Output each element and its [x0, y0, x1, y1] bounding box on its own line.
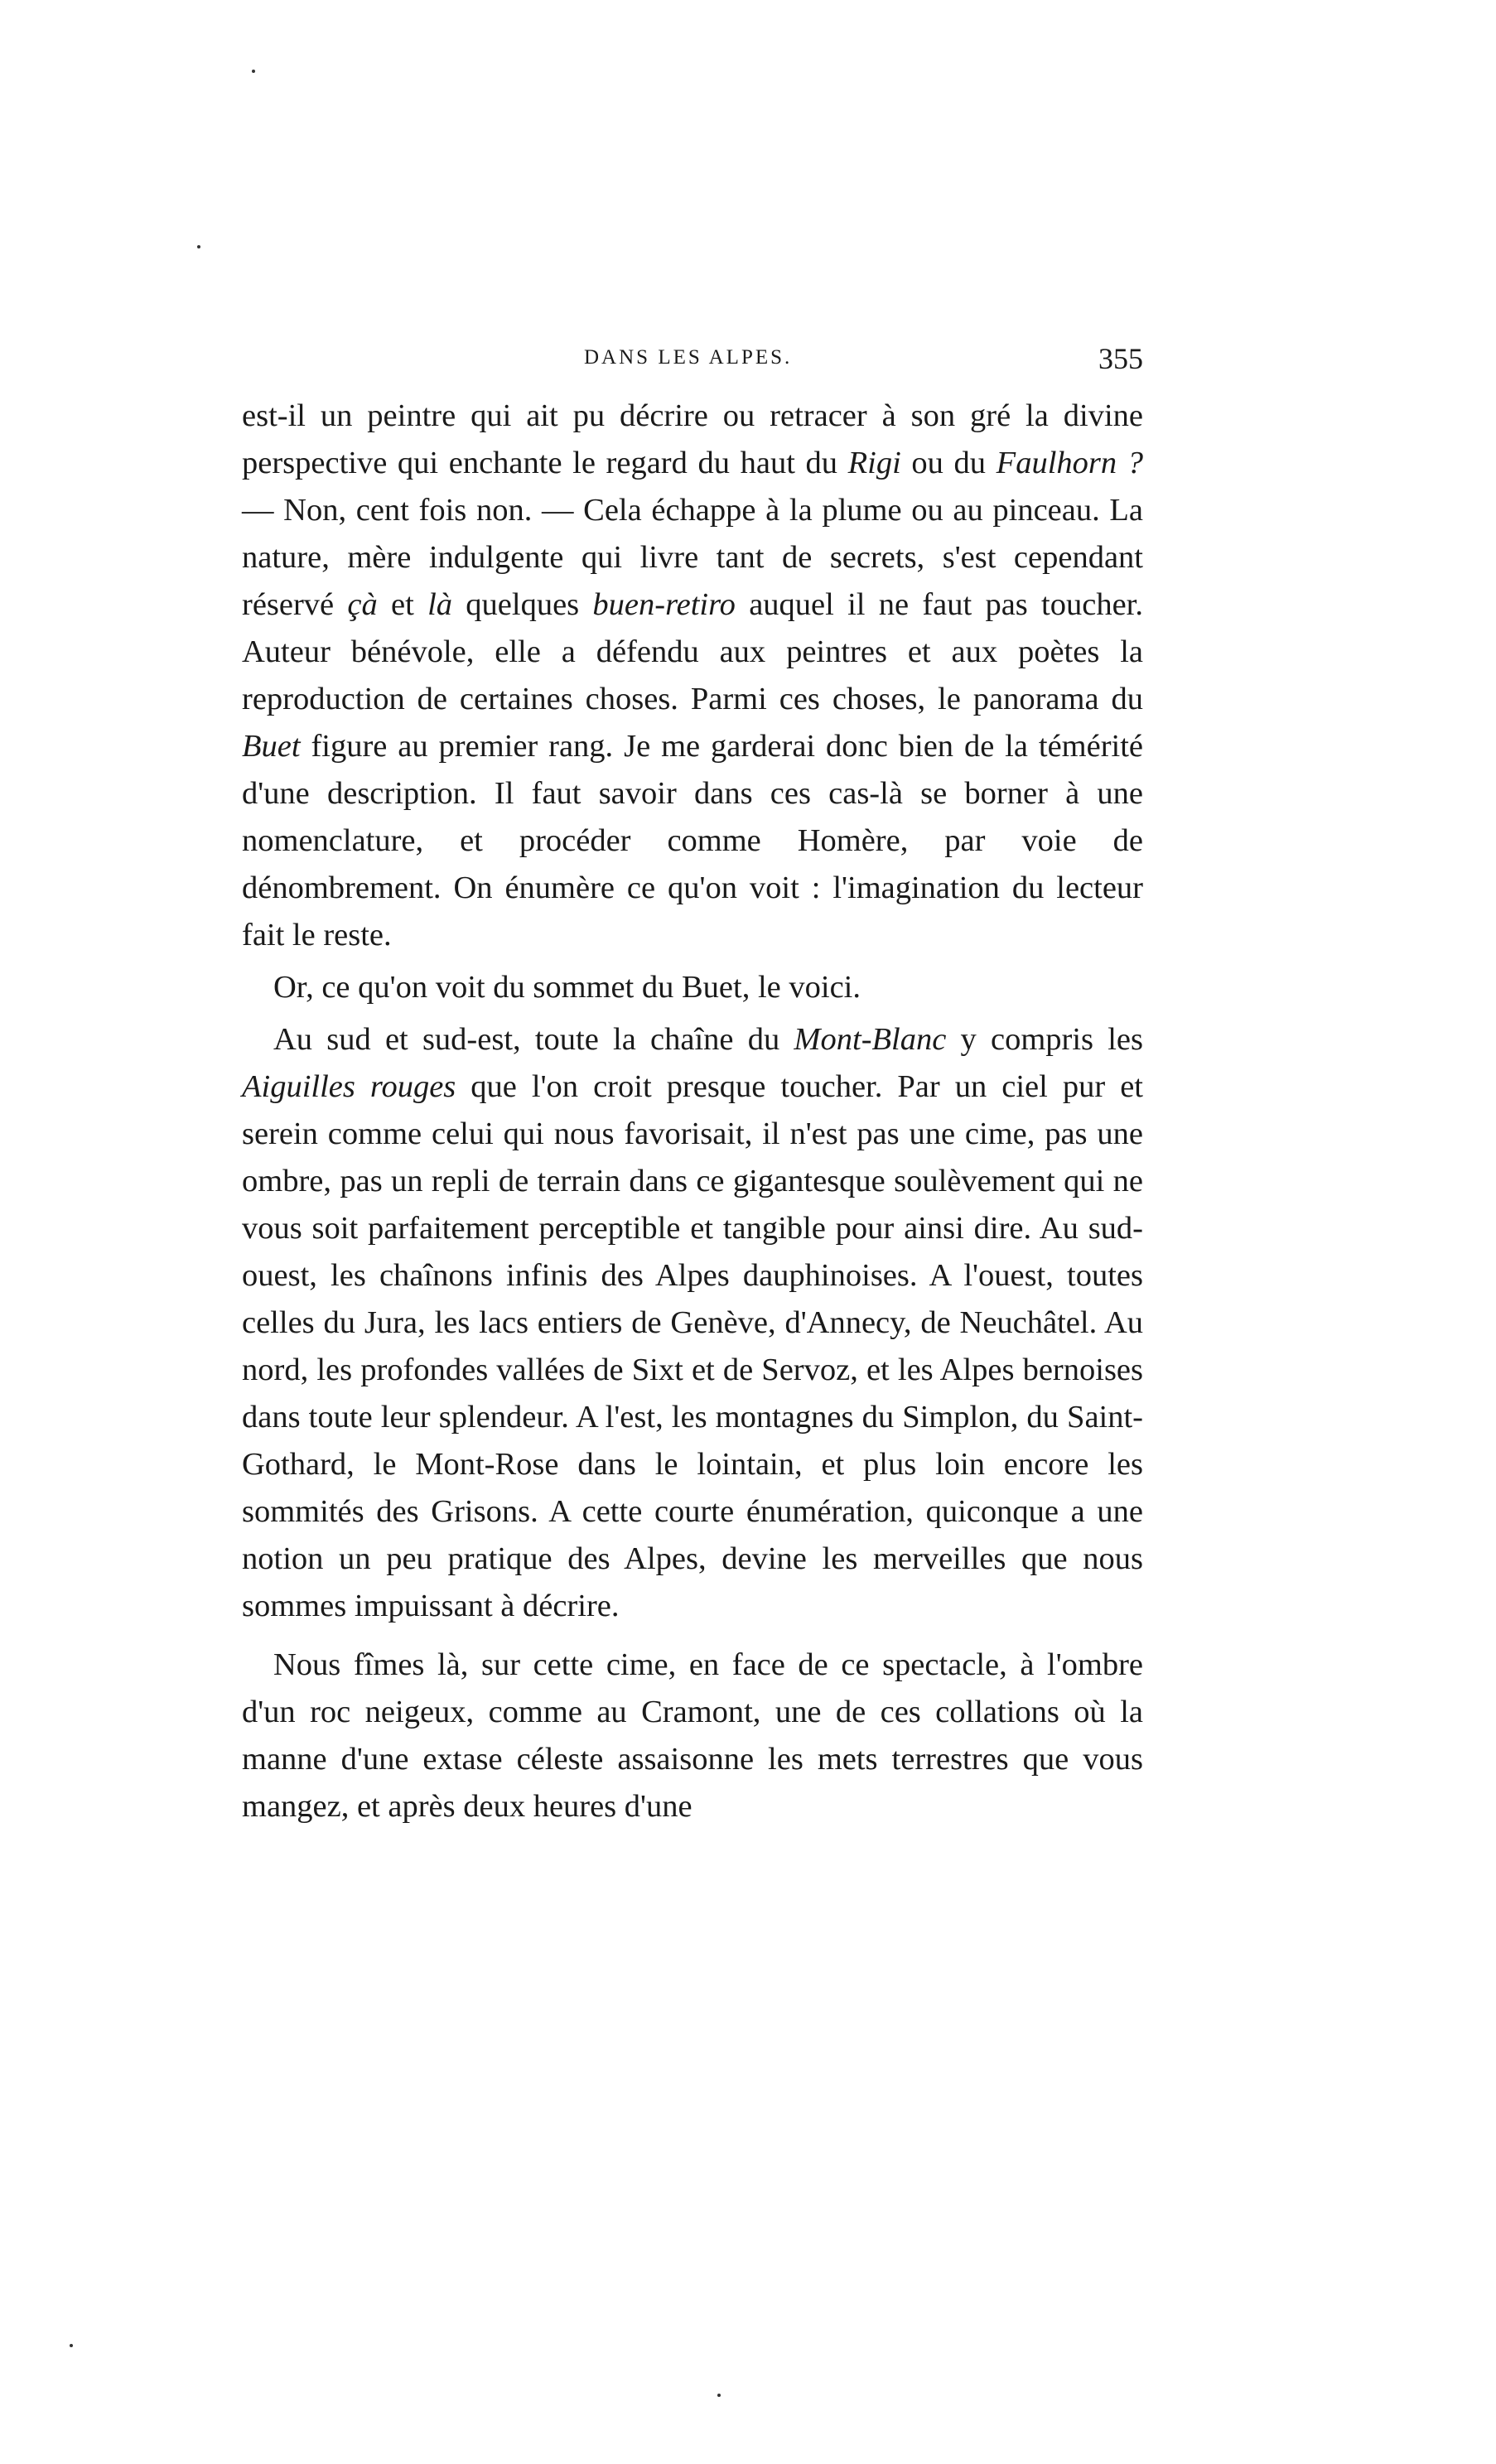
italic-text: Aiguilles rouges	[242, 1069, 456, 1104]
italic-text: Mont-Blanc	[794, 1022, 947, 1057]
print-speck	[197, 245, 200, 248]
body-text	[242, 393, 1143, 1830]
text-run: — Non, cent fois non. — Cela échappe à la plume ou au pinceau. La nature, mère indulgente qui livre tant de secrets, s'est cependant réservé	[242, 493, 1143, 622]
text-run: Au sud et sud-est, toute la chaîne du	[273, 1022, 794, 1057]
text-run: Nous fîmes là, sur cette cime, en face de ce spectacle, à l'ombre d'un roc neigeux, comme au Cramont, une de ces collations où la manne d'une extase céleste assaisonne les mets terrestres que vous mangez, et après deux heures d'une	[242, 1647, 1143, 1824]
print-speck	[70, 2344, 73, 2347]
running-head: DANS LES ALPES.	[584, 346, 793, 369]
italic-text: buen-retiro	[592, 587, 736, 622]
italic-text: Rigi	[847, 446, 901, 480]
paragraph	[242, 393, 1143, 959]
text-run: auquel il ne faut pas toucher. Auteur bénévole, elle a défendu aux peintres et aux poètes la reproduction de certaines choses. Parmi ces choses, le panorama du	[242, 587, 1143, 716]
page-header	[249, 341, 1143, 383]
paragraph	[242, 1016, 1143, 1630]
text-run: y compris les	[946, 1022, 1143, 1057]
italic-text: Faulhorn ?	[996, 446, 1143, 480]
text-run: que l'on croit presque toucher. Par un ciel pur et serein comme celui qui nous favorisait, il n'est pas une cime, pas une ombre, pas un repli de terrain dans ce gigantesque soulèvement qui ne vous soit parfaitement perceptible et tangible pour ainsi dire. Au sud-ouest, les chaînons infinis des Alpes dauphinoises. A l'ouest, toutes celles du Jura, les lacs entiers de Genève, d'Annecy, de Neuchâtel. Au nord, les profondes vallées de Sixt et de Servoz, et les Alpes bernoises dans toute leur splendeur. A l'est, les montagnes du Simplon, du Saint-Gothard, le Mont-Rose dans le lointain, et plus loin encore les sommités des Grisons. A cette courte énumération, quiconque a une notion un peu pratique des Alpes, devine les merveilles que nous sommes impuissant à décrire.	[242, 1069, 1143, 1623]
italic-text: çà	[347, 587, 378, 622]
italic-text: là	[427, 587, 453, 622]
text-run: figure au premier rang. Je me garderai donc bien de la témérité d'une description. Il faut savoir dans ces cas-là se borner à une nomenclature, et procéder comme Homère, par voie de dénombrement. On énumère ce qu'on voit : l'imagination du lecteur fait le reste.	[242, 729, 1143, 952]
text-run: et	[377, 587, 428, 622]
text-run: est-il un peintre qui ait pu décrire ou retracer à son gré la divine perspective qui enchante le regard du haut du	[242, 398, 1143, 480]
text-run: Or, ce qu'on voit du sommet du Buet, le voici.	[273, 970, 861, 1005]
text-run: ou du	[900, 446, 997, 480]
page-number: 355	[1098, 342, 1143, 375]
print-speck	[252, 70, 255, 73]
paragraph	[242, 964, 1143, 1011]
paragraph	[242, 1642, 1143, 1830]
italic-text: Buet	[242, 729, 301, 764]
print-speck	[717, 2394, 721, 2397]
text-run: quelques	[452, 587, 593, 622]
